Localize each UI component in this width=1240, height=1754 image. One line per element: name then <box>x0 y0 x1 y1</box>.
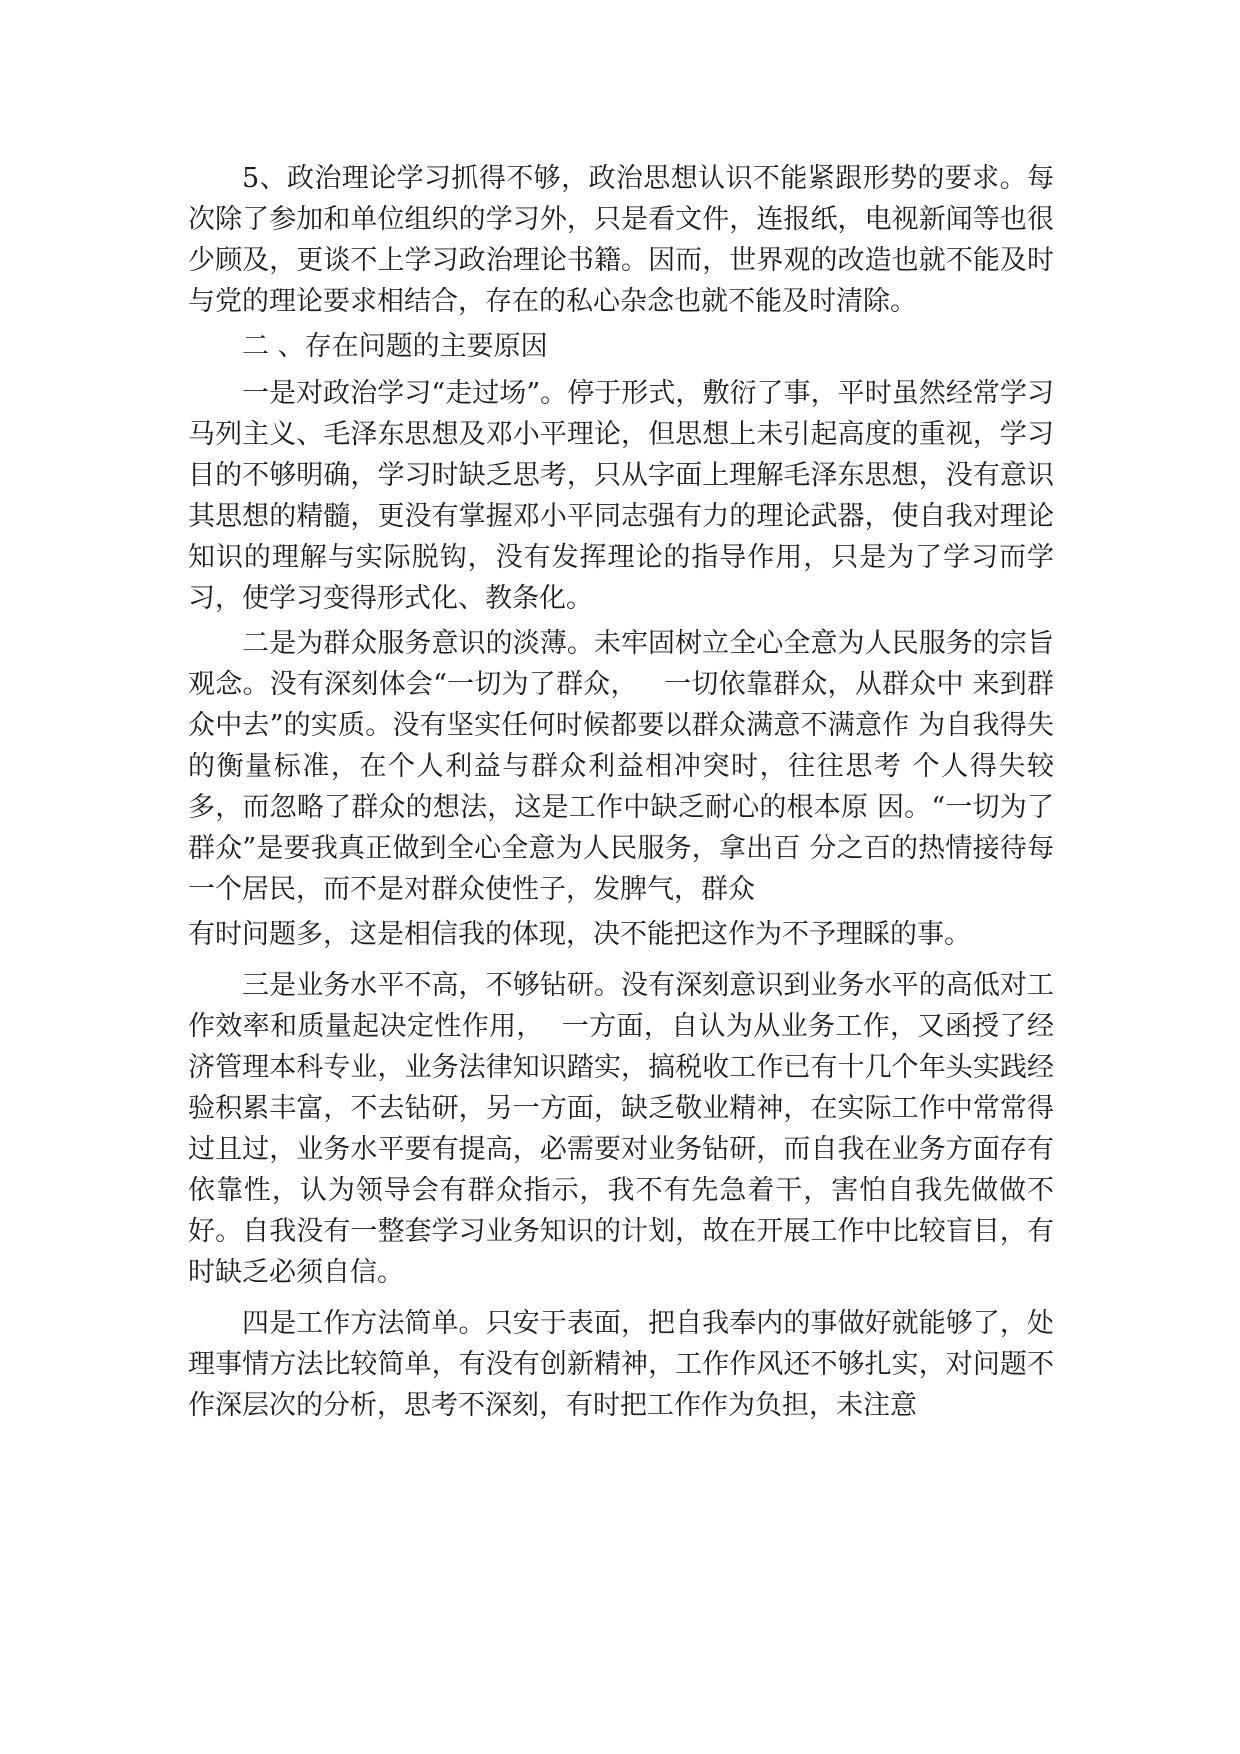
paragraph-cause-three: 三是业务水平不高，不够钻研。没有深刻意识到业务水平的高低对工作效率和质量起决定性作用， 一方面，自认为从业务工作，又函授了经济管理本科专业，业务法律知识踏实，搞税收工作已有十几个年头实践经验积累丰富，不去钻研，另一方面，缺乏敬业精神，在实际工作中常常得过且过，业务水平要有提高，必需要对业务钻研，而自我在业务方面存有依靠性，认为领导会有群众指示，我不有先急着干，害怕自我先做做不好。自我没有一整套学习业务知识的计划，故在开展工作中比较盲目，有时缺乏必须自信。 <box>188 970 1054 1288</box>
paragraph-cause-two: 二是为群众服务意识的淡薄。未牢固树立全心全意为人民服务的宗旨观念。没有深刻体会“一切为了群众， 一切依靠群众，从群众中 来到群众中去”的实质。没有坚实任何时候都要以群众满意不满意作 为自我得失的衡量标准，在个人利益与群众利益相冲突时，往往思考 个人得失较多，而忽略了群众的想法，这是工作中缺乏耐心的根本原 因。“一切为了群众”是要我真正做到全心全意为人民服务，拿出百 分之百的热情接待每一个居民，而不是对群众使性子，发脾气，群众 <box>188 628 1054 905</box>
paragraph-cause-two-continued: 有时问题多，这是相信我的体现，决不能把这作为不予理睬的事。 <box>188 919 971 950</box>
paragraph-political-study: 5、政治理论学习抓得不够，政治思想认识不能紧跟形势的要求。每次除了参加和单位组织的学习外，只是看文件，连报纸，电视新闻等也很少顾及，更谈不上学习政治理论书籍。因而，世界观的改造也就不能及时与党的理论要求相结合，存在的私心杂念也就不能及时清除。 <box>188 163 1054 317</box>
paragraph-cause-four: 四是工作方法简单。只安于表面，把自我奉内的事做好就能够了，处理事情方法比较简单，有没有创新精神，工作作风还不够扎实，对问题不作深层次的分析，思考不深刻，有时把工作作为负担，未注意 <box>188 1308 1054 1421</box>
document-body <box>188 158 1054 1430</box>
paragraph-cause-one: 一是对政治学习“走过场”。停于形式，敷衍了事，平时虽然经常学习马列主义、毛泽东思想及邓小平理论，但思想上未引起高度的重视，学习目的不够明确，学习时缺乏思考，只从字面上理解毛泽东思想，没有意识其思想的精髓，更没有掌握邓小平同志强有力的理论武器，使自我对理论知识的理解与实际脱钩，没有发挥理论的指导作用，只是为了学习而学习，使学习变得形式化、教条化。 <box>188 378 1054 614</box>
section-heading-main-causes: 二 、存在问题的主要原因 <box>242 331 548 362</box>
